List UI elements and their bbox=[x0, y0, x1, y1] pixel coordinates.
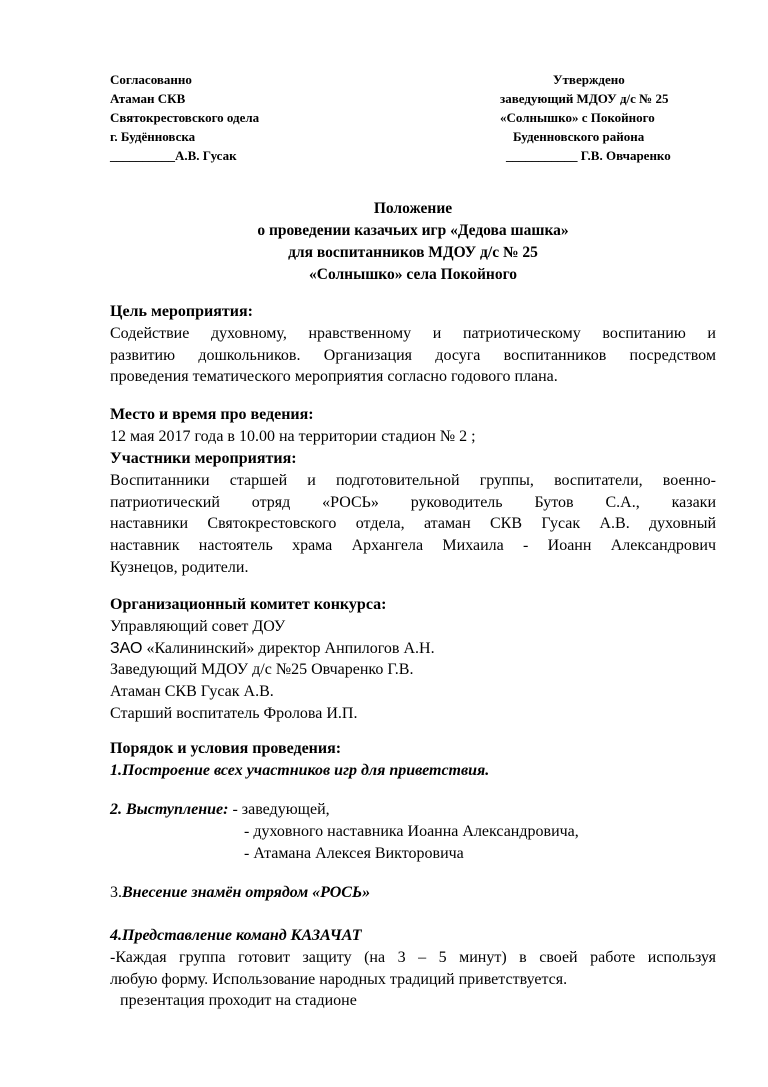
approved-signature: ___________ Г.В. Овчаренко bbox=[506, 148, 671, 163]
approval-block-agreed bbox=[110, 70, 259, 165]
agreed-department: Святокрестовского одела bbox=[110, 110, 260, 125]
participants-text-line: Кузнецов, родители. bbox=[110, 558, 249, 576]
participants-text-line: наставник настоятель храма Архангела Михаила - Иоанн Александрович bbox=[110, 537, 716, 555]
order-item-2 bbox=[110, 799, 716, 864]
committee-section bbox=[110, 594, 716, 725]
participants-heading: Участники мероприятия: bbox=[110, 450, 297, 467]
order-item-3 bbox=[110, 882, 716, 904]
agreed-city: г. Будённовска bbox=[110, 129, 196, 144]
agreed-label: Согласованно bbox=[110, 72, 192, 87]
order-section bbox=[110, 738, 716, 782]
committee-heading: Организационный комитет конкурса: bbox=[110, 596, 387, 613]
participants-section bbox=[110, 448, 716, 579]
title-line: «Солнышко» села Покойного bbox=[309, 266, 517, 283]
item-number: 3. bbox=[110, 884, 122, 901]
title-line: о проведении казачьих игр «Дедова шашка» bbox=[257, 222, 569, 239]
committee-member: Атаман СКВ Гусак А.В. bbox=[110, 683, 274, 701]
goal-section bbox=[110, 301, 716, 388]
participants-text-line: патриотический отряд «РОСЬ» руководитель Бутов С.А., казаки bbox=[110, 493, 716, 511]
title-line: Положение bbox=[373, 200, 453, 217]
approved-label: Утверждено bbox=[553, 72, 625, 87]
speech-item: - заведующей, bbox=[228, 801, 330, 818]
company-name: «Калининский» директор Анпилогов А.Н. bbox=[142, 639, 435, 657]
order-heading: Порядок и условия проведения: bbox=[110, 740, 342, 757]
committee-member: Старший воспитатель Фролова И.П. bbox=[110, 704, 358, 722]
order-item-1: 1.Построение всех участников игр для приветствия. bbox=[110, 761, 490, 779]
participants-text-line: Воспитанники старшей и подготовительной группы, воспитатели, военно- bbox=[110, 471, 716, 489]
approved-district: Буденновского района bbox=[513, 129, 645, 144]
goal-text-line: Содействие духовному, нравственному и патриотическому воспитанию и bbox=[110, 324, 716, 342]
approval-block-approved bbox=[500, 70, 671, 165]
agreed-position: Атаман СКВ bbox=[110, 91, 186, 106]
teams-text-line: любую форму. Использование народных традиций приветствуется. bbox=[110, 970, 568, 988]
goal-text-line: проведения тематического мероприятия согласно годового плана. bbox=[110, 368, 558, 386]
company-abbreviation: ЗАО bbox=[110, 639, 143, 657]
committee-member: Заведующий МДОУ д/с №25 Овчаренко Г.В. bbox=[110, 661, 414, 679]
approved-organization: «Солнышко» с Покойного bbox=[500, 110, 655, 125]
goal-heading: Цель мероприятия: bbox=[110, 303, 253, 320]
title-line: для воспитанников МДОУ д/с № 25 bbox=[288, 244, 538, 261]
participants-text-line: наставники Святокрестовского отдела, атаман СКВ Гусак А.В. духовный bbox=[110, 515, 716, 533]
teams-text-line: -Каждая группа готовит защиту (на 3 – 5 минут) в своей работе используя bbox=[110, 948, 716, 966]
banner-line bbox=[110, 882, 716, 904]
speech-item: - духовного наставника Иоанна Александровича, bbox=[244, 822, 579, 840]
banner-text: Внесение знамён отрядом «РОСЬ» bbox=[122, 884, 371, 901]
approved-position: заведующий МДОУ д/с № 25 bbox=[500, 91, 669, 106]
speech-item: - Атамана Алексея Викторовича bbox=[244, 844, 464, 862]
order-item-4 bbox=[110, 925, 716, 1012]
teams-title: 4.Представление команд КАЗАЧАТ bbox=[110, 927, 362, 944]
agreed-signature: __________А.В. Гусак bbox=[110, 148, 237, 163]
place-text: 12 мая 2017 года в 10.00 на территории стадион № 2 ; bbox=[110, 427, 476, 445]
speech-line bbox=[110, 799, 716, 821]
document-title bbox=[110, 198, 716, 286]
goal-text-line: развитию дошкольников. Организация досуга воспитанников посредством bbox=[110, 346, 716, 364]
committee-member: Управляющий совет ДОУ bbox=[110, 617, 286, 635]
place-section bbox=[110, 404, 716, 448]
committee-member bbox=[110, 638, 716, 660]
place-heading: Место и время про ведения: bbox=[110, 406, 314, 423]
teams-text-line: презентация проходит на стадионе bbox=[120, 992, 357, 1010]
speech-label: 2. Выступление: bbox=[110, 801, 229, 818]
